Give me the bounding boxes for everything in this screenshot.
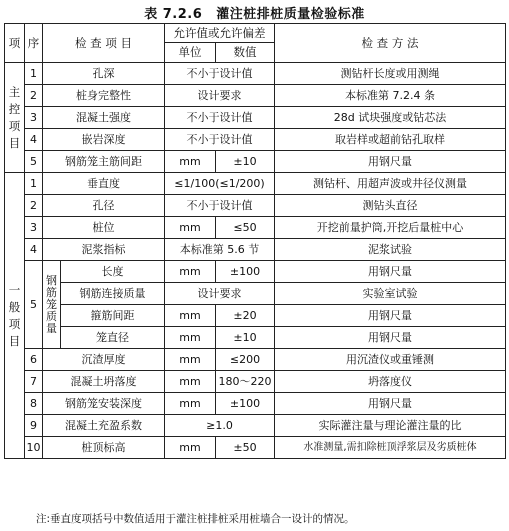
cell-item: 沉渣厚度 bbox=[43, 349, 165, 371]
cell-item: 笼直径 bbox=[61, 327, 165, 349]
cell-seq: 2 bbox=[25, 195, 43, 217]
cell-item: 孔深 bbox=[43, 63, 165, 85]
table-row bbox=[5, 349, 506, 371]
cell-allowed: 不小于设计值 bbox=[165, 107, 275, 129]
table-row bbox=[5, 371, 506, 393]
cell-allowed: 设计要求 bbox=[165, 283, 275, 305]
cell-item: 长度 bbox=[61, 261, 165, 283]
cell-item: 嵌岩深度 bbox=[43, 129, 165, 151]
cell-allowed: ≥1.0 bbox=[165, 415, 275, 437]
cell-method: 用钢尺量 bbox=[275, 261, 506, 283]
cell-method: 测钻杆、用超声波或井径仪测量 bbox=[275, 173, 506, 195]
group-general-label: 一般项目 bbox=[5, 173, 25, 459]
cell-seq: 2 bbox=[25, 85, 43, 107]
cell-method: 用沉渣仪或重锤测 bbox=[275, 349, 506, 371]
table-row bbox=[5, 63, 506, 85]
cell-value: ±20 bbox=[216, 305, 275, 327]
cell-method: 测钻杆长度或用测绳 bbox=[275, 63, 506, 85]
cell-seq: 5 bbox=[25, 151, 43, 173]
cell-seq: 4 bbox=[25, 129, 43, 151]
cell-method: 开挖前量护筒,开挖后量桩中心 bbox=[275, 217, 506, 239]
cell-seq: 9 bbox=[25, 415, 43, 437]
table-row bbox=[5, 415, 506, 437]
table-row bbox=[5, 107, 506, 129]
cell-item: 桩位 bbox=[43, 217, 165, 239]
cell-method: 用钢尺量 bbox=[275, 305, 506, 327]
cell-seq: 3 bbox=[25, 107, 43, 129]
table-row bbox=[5, 217, 506, 239]
cell-item: 混凝土强度 bbox=[43, 107, 165, 129]
cell-unit: mm bbox=[165, 327, 216, 349]
cell-item: 混凝土充盈系数 bbox=[43, 415, 165, 437]
group-main-label: 主控项目 bbox=[5, 63, 25, 173]
cell-unit: mm bbox=[165, 261, 216, 283]
cell-value: ≤200 bbox=[216, 349, 275, 371]
table-row bbox=[5, 305, 506, 327]
cell-seq: 1 bbox=[25, 63, 43, 85]
cell-value: 180～220 bbox=[216, 371, 275, 393]
cell-unit: mm bbox=[165, 305, 216, 327]
header-row-top bbox=[5, 24, 506, 43]
header-category: 项 bbox=[5, 24, 25, 63]
cell-method: 本标准第 7.2.4 条 bbox=[275, 85, 506, 107]
cell-value: ±100 bbox=[216, 261, 275, 283]
cell-method: 用钢尺量 bbox=[275, 393, 506, 415]
cell-seq: 7 bbox=[25, 371, 43, 393]
cell-value: ±10 bbox=[216, 151, 275, 173]
table-row bbox=[5, 327, 506, 349]
cell-unit: mm bbox=[165, 349, 216, 371]
cell-value: ±100 bbox=[216, 393, 275, 415]
table-row bbox=[5, 85, 506, 107]
cell-item: 桩身完整性 bbox=[43, 85, 165, 107]
cell-allowed: 不小于设计值 bbox=[165, 195, 275, 217]
table-row bbox=[5, 261, 506, 283]
header-item: 检 查 项 目 bbox=[43, 24, 165, 63]
cell-item: 泥浆指标 bbox=[43, 239, 165, 261]
cell-allowed: 设计要求 bbox=[165, 85, 275, 107]
header-method: 检 查 方 法 bbox=[275, 24, 506, 63]
cell-method: 实际灌注量与理论灌注量的比 bbox=[275, 415, 506, 437]
cell-item: 桩顶标高 bbox=[43, 437, 165, 459]
header-unit: 单位 bbox=[165, 43, 216, 63]
cell-item: 垂直度 bbox=[43, 173, 165, 195]
table-title-text: 灌注桩排桩质量检验标准 bbox=[216, 7, 365, 22]
table-number: 表 7.2.6 bbox=[144, 7, 203, 22]
table-row bbox=[5, 239, 506, 261]
cell-method: 用钢尺量 bbox=[275, 151, 506, 173]
cell-unit: mm bbox=[165, 151, 216, 173]
cell-seq: 6 bbox=[25, 349, 43, 371]
cell-unit: mm bbox=[165, 393, 216, 415]
cell-method: 坍落度仪 bbox=[275, 371, 506, 393]
table-row bbox=[5, 283, 506, 305]
cell-item: 钢筋笼安装深度 bbox=[43, 393, 165, 415]
cell-allowed: 本标准第 5.6 节 bbox=[165, 239, 275, 261]
header-seq: 序 bbox=[25, 24, 43, 63]
cell-seq: 1 bbox=[25, 173, 43, 195]
table-title bbox=[0, 3, 509, 22]
cell-method: 取岩样或超前钻孔取样 bbox=[275, 129, 506, 151]
cell-item: 混凝土坍落度 bbox=[43, 371, 165, 393]
table-row bbox=[5, 151, 506, 173]
cell-seq: 4 bbox=[25, 239, 43, 261]
table-note: 注:垂直度项括号中数值适用于灌注桩排桩采用桩墙合一设计的情况。 bbox=[36, 513, 355, 525]
header-value: 数值 bbox=[216, 43, 275, 63]
cell-allowed: ≤1/100(≤1/200) bbox=[165, 173, 275, 195]
cell-method: 用钢尺量 bbox=[275, 327, 506, 349]
table-row bbox=[5, 129, 506, 151]
table-row bbox=[5, 437, 506, 459]
cell-unit: mm bbox=[165, 437, 216, 459]
cell-unit: mm bbox=[165, 371, 216, 393]
cell-seq: 3 bbox=[25, 217, 43, 239]
table-row bbox=[5, 393, 506, 415]
cell-item: 箍筋间距 bbox=[61, 305, 165, 327]
group-cage-label: 钢筋笼质量 bbox=[43, 261, 61, 349]
cell-item: 钢筋连接质量 bbox=[61, 283, 165, 305]
cell-method: 实验室试验 bbox=[275, 283, 506, 305]
cell-value: ±50 bbox=[216, 437, 275, 459]
cell-unit: mm bbox=[165, 217, 216, 239]
cell-value: ≤50 bbox=[216, 217, 275, 239]
cell-value: ±10 bbox=[216, 327, 275, 349]
cell-method: 测钻头直径 bbox=[275, 195, 506, 217]
cell-seq: 8 bbox=[25, 393, 43, 415]
table-row bbox=[5, 195, 506, 217]
cell-seq: 5 bbox=[25, 261, 43, 349]
cell-method: 28d 试块强度或钻芯法 bbox=[275, 107, 506, 129]
inspection-standard-table bbox=[4, 23, 506, 459]
table-row bbox=[5, 173, 506, 195]
cell-item: 钢筋笼主筋间距 bbox=[43, 151, 165, 173]
cell-allowed: 不小于设计值 bbox=[165, 63, 275, 85]
cell-seq: 10 bbox=[25, 437, 43, 459]
cell-allowed: 不小于设计值 bbox=[165, 129, 275, 151]
cell-method: 泥浆试验 bbox=[275, 239, 506, 261]
cell-method: 水准测量,需扣除桩顶浮浆层及劣质桩体 bbox=[275, 437, 506, 459]
header-allowed: 允许值或允许偏差 bbox=[165, 24, 275, 43]
cell-item: 孔径 bbox=[43, 195, 165, 217]
